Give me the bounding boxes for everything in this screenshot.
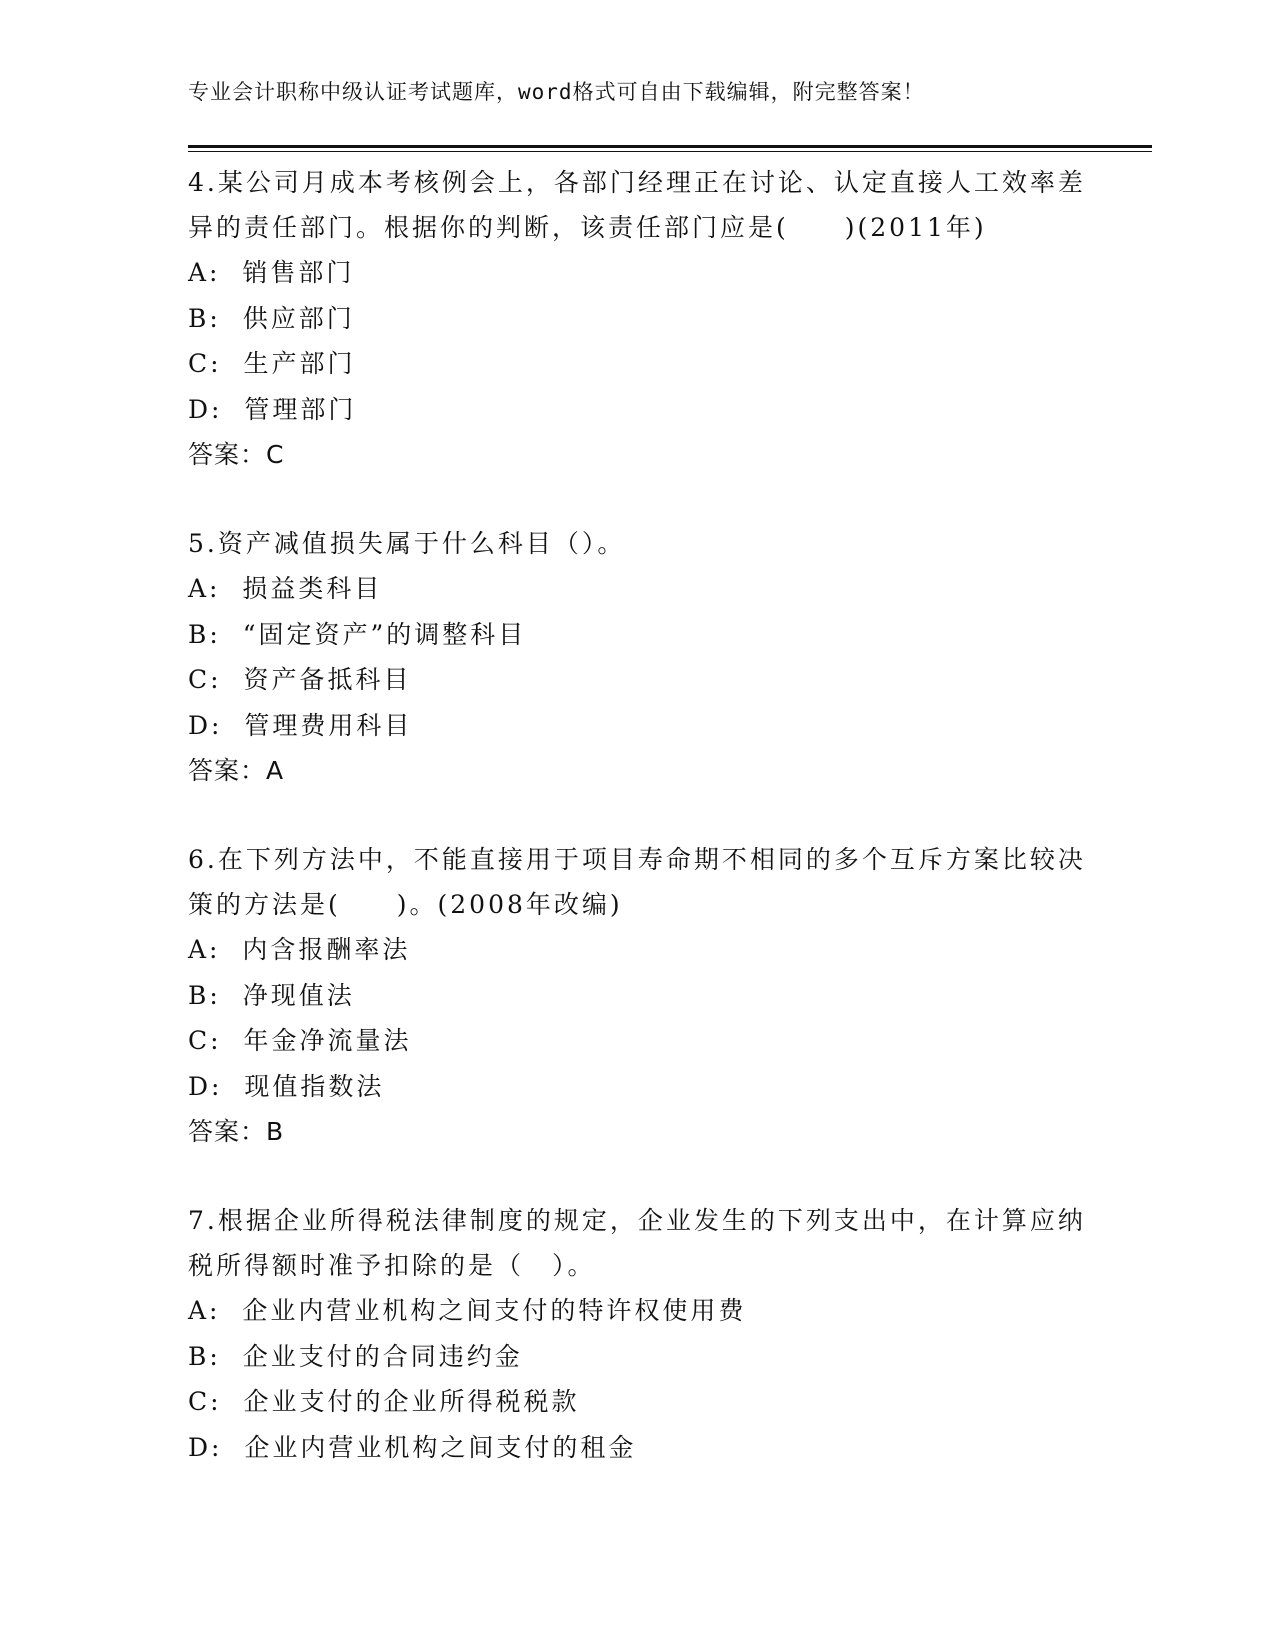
option-b: B: “固定资产”的调整科目 <box>188 619 527 649</box>
option-a: A: 企业内营业机构之间支付的特许权使用费 <box>188 1296 747 1325</box>
option-d: D: 管理费用科目 <box>188 710 413 740</box>
header-divider-thin <box>188 151 1152 152</box>
option-d: D: 现值指数法 <box>188 1071 385 1101</box>
header-divider-thick <box>188 145 1152 148</box>
answer: 答案：A <box>188 756 285 785</box>
page-header: 专业会计职称中级认证考试题库，word格式可自由下载编辑，附完整答案！ <box>188 80 925 104</box>
option-a: A: 损益类科目 <box>188 574 383 603</box>
option-c: C: 年金净流量法 <box>188 1026 412 1055</box>
option-a: A: 内含报酬率法 <box>188 935 411 964</box>
question-stem: 5.资产减值损失属于什么科目（）。 <box>188 529 626 558</box>
option-b: B: 供应部门 <box>188 303 355 333</box>
question-5 <box>188 521 1088 793</box>
question-stem: 6.在下列方法中，不能直接用于项目寿命期不相同的多个互斥方案比较决策的方法是( )。(2008年改编) <box>188 845 1086 919</box>
option-d: D: 管理部门 <box>188 394 357 424</box>
question-4 <box>188 160 1088 477</box>
option-c: C: 资产备抵科目 <box>188 665 412 694</box>
option-c: C: 企业支付的企业所得税税款 <box>188 1387 580 1416</box>
question-6 <box>188 837 1088 1154</box>
option-b: B: 净现值法 <box>188 980 355 1010</box>
option-d: D: 企业内营业机构之间支付的租金 <box>188 1432 637 1462</box>
option-a: A: 销售部门 <box>188 258 355 287</box>
answer: 答案：C <box>188 440 285 469</box>
option-b: B: 企业支付的合同违约金 <box>188 1341 523 1371</box>
answer: 答案：B <box>188 1117 285 1146</box>
question-list <box>188 160 1088 1514</box>
question-stem: 7.根据企业所得税法律制度的规定，企业发生的下列支出中，在计算应纳税所得额时准予扣除的是（ ）。 <box>188 1206 1086 1280</box>
question-7 <box>188 1198 1088 1470</box>
option-c: C: 生产部门 <box>188 349 356 378</box>
question-stem: 4.某公司月成本考核例会上，各部门经理正在讨论、认定直接人工效率差异的责任部门。根据你的判断，该责任部门应是( )(2011年) <box>188 168 1086 242</box>
